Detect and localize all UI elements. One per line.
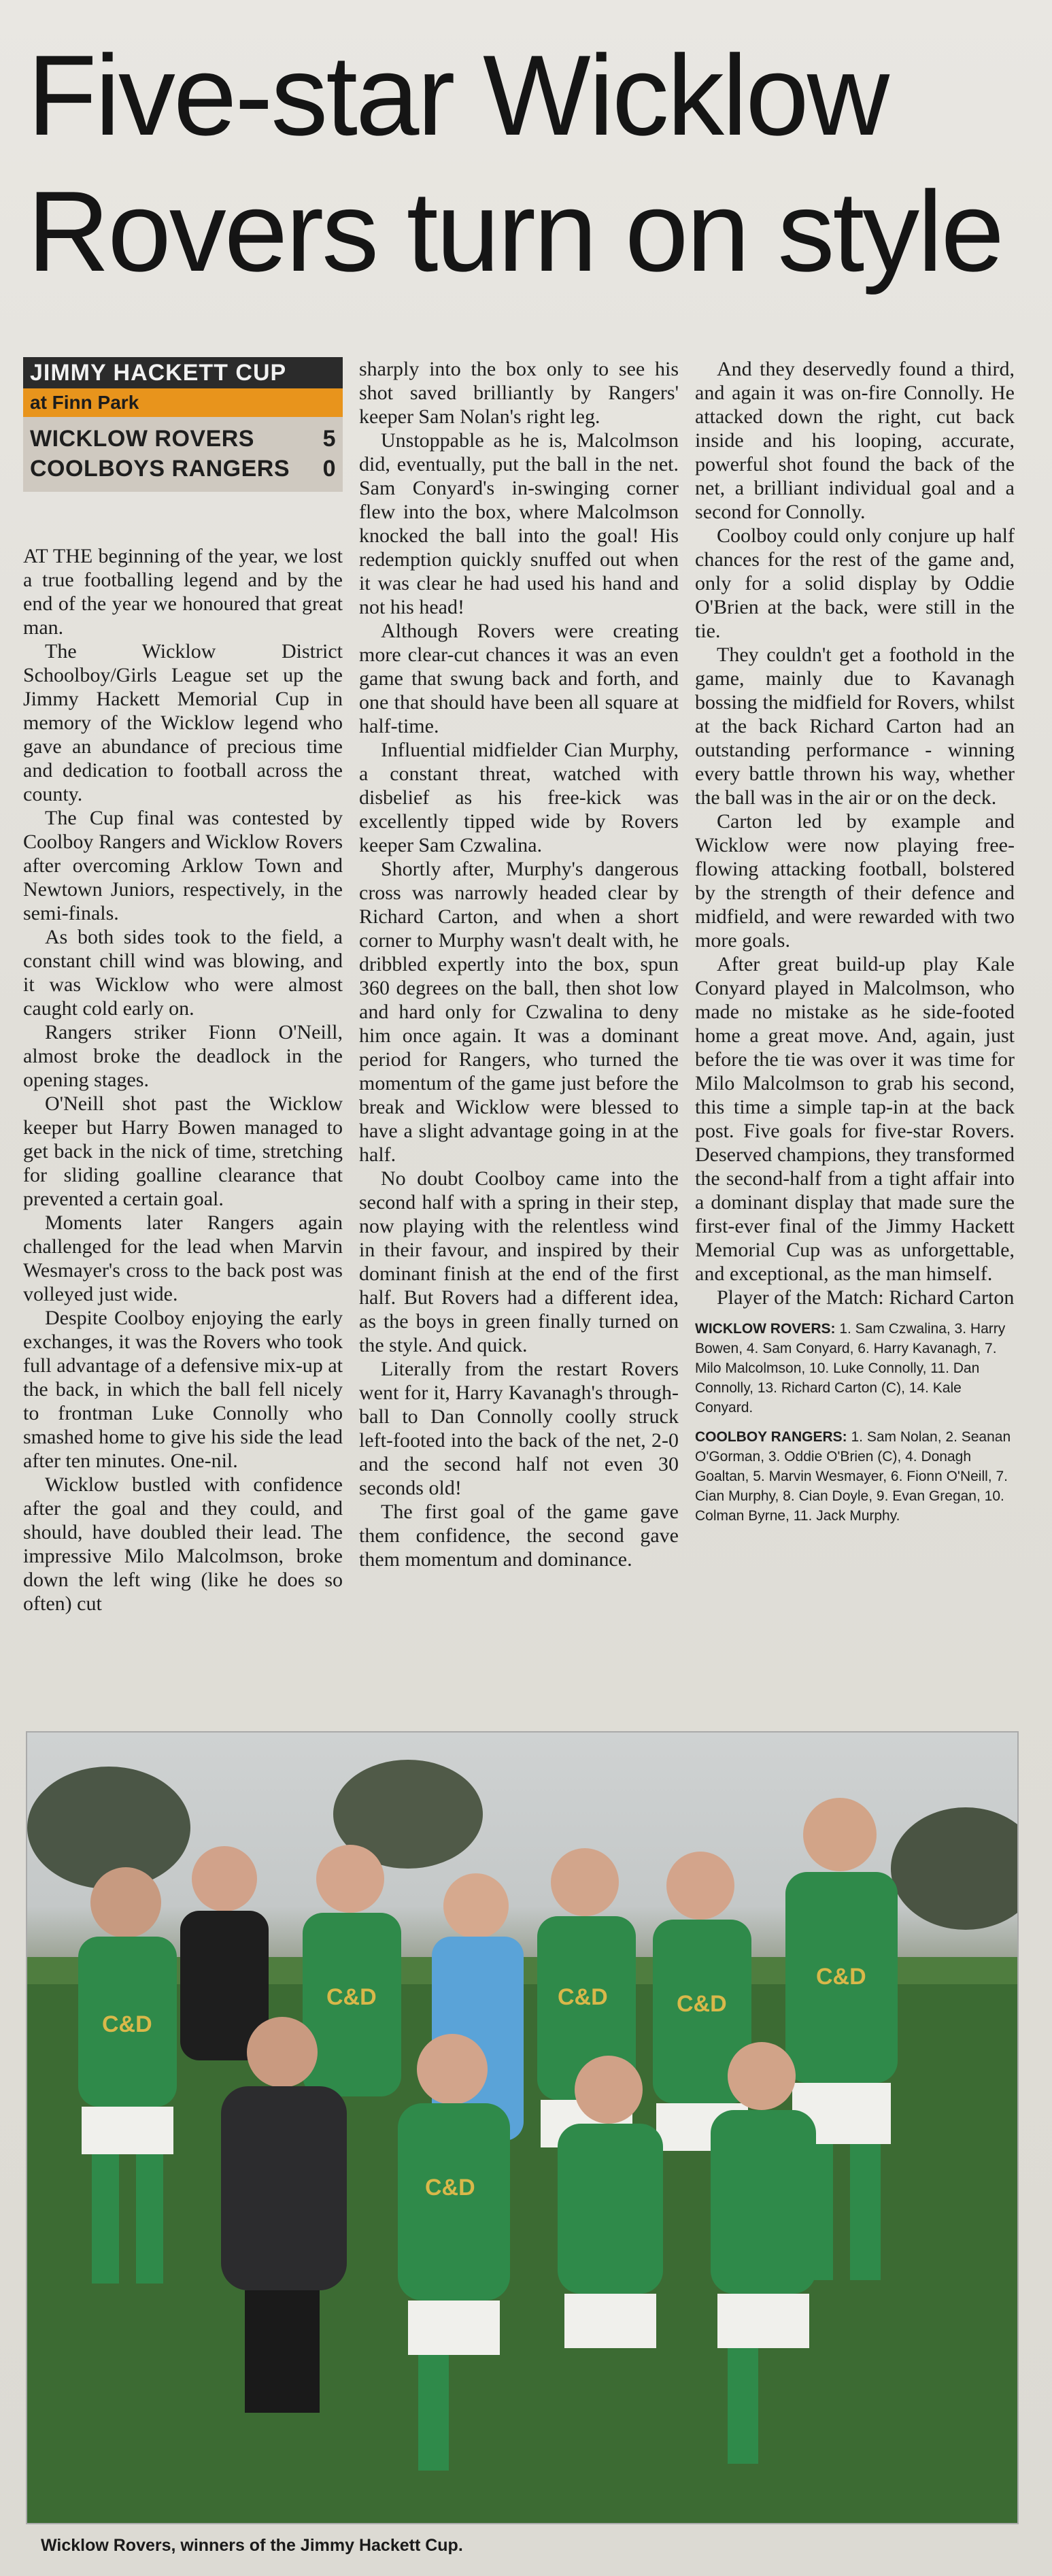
match-factbox [23,357,343,492]
score-table [23,417,343,492]
home-score: 5 [322,426,336,452]
home-team: WICKLOW ROVERS [30,426,254,452]
article-paragraph: Unstoppable as he is, Malcolmson did, eventually, put the ball in the net. Sam Conyard's in-swinging corner flew into the box, where Malcolmson knocked the ball into the goal! His redemption quickly snuffed out when it was clear he had used his hand and not his head! [359,429,679,618]
sponsor-logo-3: C&D [558,1984,608,2010]
venue-label: at Finn Park [23,388,343,417]
sponsor-logo-2: C&D [326,1984,377,2010]
article-paragraph: AT THE beginning of the year, we lost a true footballing legend and by the end of the year we honoured that great man. [23,545,343,639]
competition-title: JIMMY HACKETT CUP [23,357,343,388]
article-paragraph: Despite Coolboy enjoying the early exchanges, it was the Rovers who took full advantage of a defensive mix-up at the back, in which the ball fell nicely to frontman Luke Connolly who smashed home to give his side the lead after ten minutes. One-nil. [23,1307,343,1472]
article-paragraph: Carton led by example and Wicklow were now playing free-flowing attacking football, bolstered by the strength of their defence and midfield, and were rewarded with two more goals. [695,810,1015,952]
article-column-2 [359,357,679,1571]
lineup-away-players: 1. Sam Nolan, 2. Seanan O'Gorman, 3. Oddie O'Brien (C), 4. Donagh Goaltan, 5. Marvin Wesmayer, 6. Fionn O'Neill, 7. Cian Murphy, 8. Cian Doyle, 9. Evan Gregan, 10. Colman Byrne, 11. Jack Murphy. [695,1429,1011,1524]
article-paragraph: No doubt Coolboy came into the second half with a spring in their step, now playing with the relentless wind in their favour, and inspired by their dominant finish at the end of the first half. But Rovers had a different idea, as the boys in green finally turned on the style. And quick. [359,1167,679,1356]
sponsor-logo-1: C&D [102,2011,152,2037]
away-team: COOLBOYS RANGERS [30,456,290,482]
article-column-3 [695,357,1015,1526]
team-photo [26,1731,1019,2524]
score-row-away [30,454,336,484]
team-photo-illustration [27,1733,1017,2523]
article-paragraph: Coolboy could only conjure up half chances for the rest of the game and, only for a solid display by Oddie O'Brien at the back, were still in the tie. [695,524,1015,642]
article-paragraph: The first goal of the game gave them confidence, the second gave them momentum and dominance. [359,1501,679,1571]
lineup-home-players: 1. Sam Czwalina, 3. Harry Bowen, 4. Sam Conyard, 6. Harry Kavanagh, 7. Milo Malcolmson, 10. Luke Connolly, 11. Dan Connolly, 13. Richard Carton (C), 14. Kale Conyard. [695,1321,1006,1416]
article-paragraph: As both sides took to the field, a constant chill wind was blowing, and it was Wicklow who were almost caught cold early on. [23,926,343,1020]
article-paragraph: Player of the Match: Richard Carton [717,1286,1015,1309]
lineup-home-label: WICKLOW ROVERS: [695,1321,836,1337]
article-column-1 [23,544,343,1616]
article-paragraph: sharply into the box only to see his shot saved brilliantly by Rangers' keeper Sam Nolan's right leg. [359,358,679,428]
article-paragraph: The Cup final was contested by Coolboy Rangers and Wicklow Rovers after overcoming Arklow Town and Newtown Juniors, respectively, in the semi-finals. [23,807,343,924]
away-score: 0 [322,456,336,482]
lineup-away-label: COOLBOY RANGERS: [695,1429,847,1445]
article-paragraph: O'Neill shot past the Wicklow keeper but Harry Bowen managed to get back in the nick of time, stretching for sliding goalline clearance that prevented a certain goal. [23,1092,343,1210]
article-paragraph: Literally from the restart Rovers went for it, Harry Kavanagh's through-ball to Dan Connolly coolly struck left-footed into the back of the net, 2-0 and the second half not even 30 seconds old! [359,1358,679,1499]
lineup-away [695,1427,1015,1526]
lineup-home [695,1319,1015,1418]
article-paragraph: The Wicklow District Schoolboy/Girls League set up the Jimmy Hackett Memorial Cup in memory of the Wicklow legend who gave an abundance of precious time and dedication to football across the county. [23,640,343,805]
score-row-home [30,424,336,454]
article-paragraph: Rangers striker Fionn O'Neill, almost broke the deadlock in the opening stages. [23,1021,343,1091]
article-paragraph: Moments later Rangers again challenged for the lead when Marvin Wesmayer's cross to the back post was volleyed just wide. [23,1211,343,1305]
article-paragraph: Wicklow bustled with confidence after the goal and they could, and should, have doubled their lead. The impressive Milo Malcolmson, broke down the left wing (like he does so often) cut [23,1473,343,1615]
article-paragraph: Influential midfielder Cian Murphy, a constant threat, watched with disbelief as his free-kick was excellently tipped wide by Rovers keeper Sam Czwalina. [359,739,679,856]
photo-caption: Wicklow Rovers, winners of the Jimmy Hackett Cup. [41,2536,463,2555]
sponsor-logo-6: C&D [425,2175,475,2201]
article-paragraph: After great build-up play Kale Conyard played in Malcolmson, who made no mistake as he side-footed home a great move. And, again, just before the tie was over it was time for Milo Malcolmson to grab his second, this time a simple tap-in at the back post. Five goals for five-star Rovers. Deserved champions, they transformed the second-half from a tight affair into a dominant display that made sure the first-ever final of the Jimmy Hackett Memorial Cup was as unforgettable, and exceptional, as the man himself. [695,953,1015,1285]
article-paragraph: Shortly after, Murphy's dangerous cross was narrowly headed clear by Richard Carton, and when a short corner to Murphy wasn't dealt with, he dribbled expertly into the box, spun 360 degrees on the ball, then shot low and hard only for Czwalina to deny him once again. It was a dominant period for Rangers, who turned the momentum of the game just before the break and Wicklow were blessed to have a slight advantage going in at the half. [359,858,679,1166]
article-paragraph: They couldn't get a foothold in the game, mainly due to Kavanagh bossing the midfield for Rovers, whilst at the back Richard Carton had an outstanding performance - winning every battle thrown his way, whether the ball was in the air or on the deck. [695,643,1015,809]
sponsor-logo-4: C&D [677,1991,727,2017]
sponsor-logo-5: C&D [816,1964,866,1990]
headline: Five-star Wicklow Rovers turn on style [27,31,1002,295]
article-paragraph: And they deservedly found a third, and again it was on-fire Connolly. He attacked down the right, cut back inside and his looping, accurate, powerful shot found the back of the net, a brilliant individual goal and a second for Connolly. [695,358,1015,523]
column-3-paragraphs [695,357,1015,1309]
article-columns [23,357,1031,1711]
article-paragraph: Although Rovers were creating more clear-cut chances it was an even game that swung back and forth, and one that should have been all square at half-time. [359,620,679,737]
